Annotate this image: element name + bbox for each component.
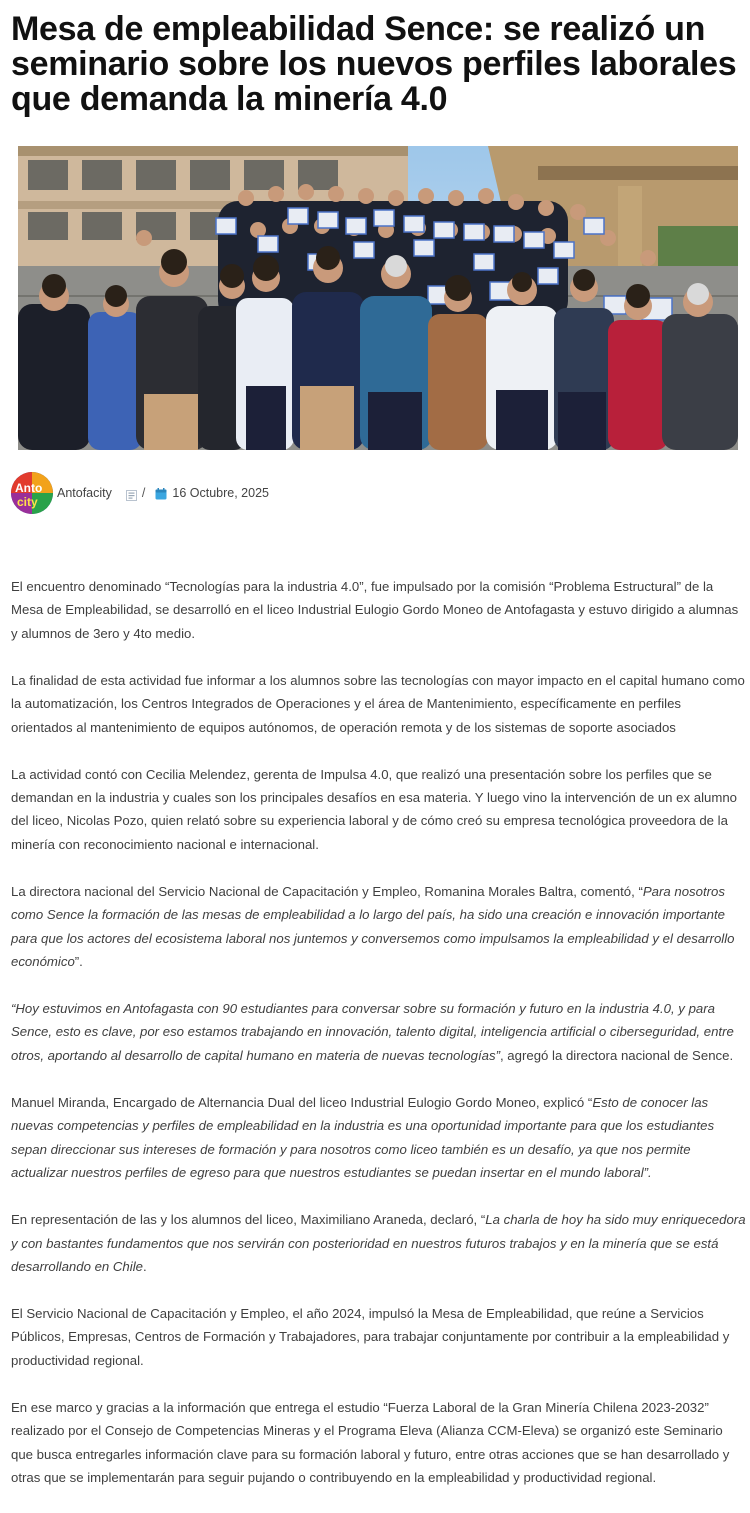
paragraph-text: El Servicio Nacional de Capacitación y Empleo, el año 2024, impulsó la Mesa de Empleabilidad, que reúne a Servicios Públicos, Empresas, Centros de Formación y Trabajadores, para trabajar conjuntamente por contribuir a la empleabilidad y productividad regional. (11, 1305, 730, 1368)
folder-icon (126, 488, 137, 499)
article-meta (11, 472, 731, 514)
quote-text: “Hoy estuvimos en Antofagasta con 90 estudiantes para conversar sobre su formación y futuro en la industria 4.0, y para Sence, esto es clave, por eso estamos trabajando en innovación, talento digital, inteligencia artificial o ciberseguridad, entre otros, aportando al desarrollo de capital humano en materia de nuevas tecnologías” (11, 1001, 734, 1063)
paragraph-text: En representación de las y los alumnos del liceo, Maximiliano Araneda, declaró, “ (11, 1212, 486, 1228)
paragraph-text: El encuentro denominado “Tecnologías para la industria 4.0”, fue impulsado por la comisión “Problema Estructural” de la Mesa de Empleabilidad, se desarrolló en el liceo Industrial Eulogio Gordo Moneo de Antofagasta y estuvo dirigido a alumnas y alumnos de 3ero y 4to medio. (11, 579, 739, 641)
article-paragraph (11, 880, 746, 974)
meta-separator: / (141, 486, 146, 500)
quote-text: Para nosotros como Sence la formación de las mesas de empleabilidad a lo largo del país, ha sido una creación e innovación importante para que los actores del ecosistema laboral nos juntemos y conversemos como impulsamos la empleabilidad y el desarrollo económico (11, 883, 735, 970)
article-paragraph (11, 763, 746, 857)
paragraph-text: ”. (74, 954, 83, 970)
quote-text: Esto de conocer las nuevas competencias y perfiles de empleabilidad en la industria es una oportunidad importante para que los estudiantes sepan direccionar sus intereses de formación y para nosotros como liceo también es un desafío, ya que nos permite actualizar nuestros perfiles de egreso para que nuestros estudiantes se puedan insertar en el mundo laboral”. (11, 1094, 715, 1181)
antofacity-logo (11, 472, 53, 514)
calendar-icon (155, 487, 167, 499)
article-paragraph (11, 1396, 746, 1490)
article-hero-photo (18, 146, 738, 450)
paragraph-text: La actividad contó con Cecilia Melendez, gerenta de Impulsa 4.0, que realizó una presentación sobre los perfiles que se demandan en la industria y cuales son los principales desafíos en esa materia. Y luego vino la intervención de un ex alumno del liceo, Nicolas Pozo, quien relató sobre su experiencia laboral y de cómo creó su empresa tecnológica proveedora de la minería con reconocimiento nacional e internacional. (11, 766, 738, 852)
article-paragraph (11, 997, 746, 1067)
quote-text: La charla de hoy ha sido muy enriquecedora y con bastantes fundamentos que nos servirán con posterioridad en nuestros futuros trabajos y en la minería que se está desarrollando en Chile (11, 1212, 746, 1274)
svg-text:city: city (17, 495, 38, 509)
paragraph-text: La directora nacional del Servicio Nacional de Capacitación y Empleo, Romanina Morales Baltra, comentó, “ (11, 883, 643, 899)
svg-text:Anto: Anto (15, 481, 43, 495)
paragraph-text: En ese marco y gracias a la información que entrega el estudio “Fuerza Laboral de la Gran Minería Chilena 2023-2032” realizado por el Consejo de Competencias Mineras y el Programa Eleva (Alianza CCM-Eleva) se organizó este Seminario que busca entregarles información clave para su formación laboral y futuro, entre otras acciones que se han desarrollado y otras que se implementarán para seguir pujando o contribuyendo en la empleabilidad y productividad regional. (11, 1399, 730, 1485)
paragraph-text: Manuel Miranda, Encargado de Alternancia Dual del liceo Industrial Eulogio Gordo Moneo, explicó “ (11, 1094, 593, 1110)
article-paragraph (11, 1091, 746, 1185)
article-title: Mesa de empleabilidad Sence: se realizó un seminario sobre los nuevos perfiles laborales que demanda la minería 4.0 (11, 10, 737, 118)
paragraph-text: La finalidad de esta actividad fue informar a los alumnos sobre las tecnologías con mayor impacto en el capital humano como la automatización, los Centros Integrados de Operaciones y el área de Mantenimiento, específicamente en perfiles orientados al mantenimiento de equipos autónomos, de operación remota y de los sistemas de soporte asociados (11, 672, 745, 735)
article-paragraph (11, 1302, 746, 1372)
group-photo-image (18, 146, 738, 450)
publish-date: 16 Octubre, 2025 (172, 486, 269, 500)
paragraph-text: . (142, 1258, 147, 1274)
paragraph-text: , agregó la directora nacional de Sence. (499, 1047, 734, 1063)
author-avatar[interactable] (11, 472, 53, 514)
article-body (11, 575, 746, 1513)
author-name[interactable]: Antofacity (57, 486, 112, 500)
article-paragraph (11, 669, 746, 739)
article-paragraph (11, 1208, 746, 1278)
article-paragraph (11, 575, 746, 645)
